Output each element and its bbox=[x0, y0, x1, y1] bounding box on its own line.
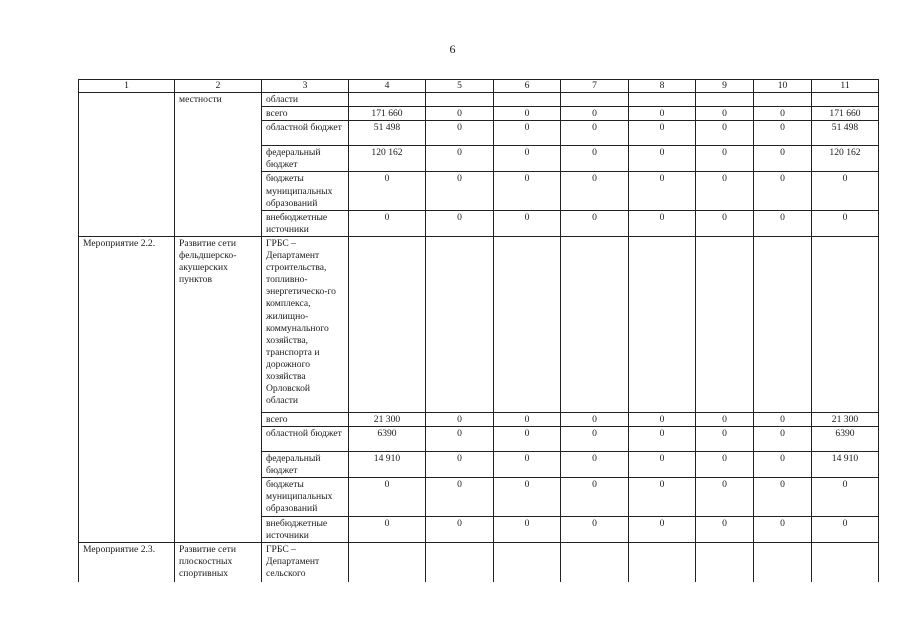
value-cell: 0 bbox=[561, 478, 629, 516]
value-cell: 0 bbox=[426, 172, 494, 210]
value-cell: 0 bbox=[349, 516, 426, 542]
funding-source-cell: федеральный бюджет bbox=[262, 452, 349, 478]
value-cell: 0 bbox=[426, 427, 494, 452]
value-cell: 0 bbox=[629, 121, 696, 146]
value-cell: 0 bbox=[754, 121, 812, 146]
value-cell: 0 bbox=[494, 172, 561, 210]
value-cell: 0 bbox=[696, 210, 754, 236]
value-cell: 6390 bbox=[349, 427, 426, 452]
value-cell: 0 bbox=[812, 210, 879, 236]
table-row bbox=[79, 93, 879, 107]
value-cell: 0 bbox=[494, 478, 561, 516]
value-cell: 0 bbox=[812, 478, 879, 516]
value-cell: 0 bbox=[696, 121, 754, 146]
value-cell: 0 bbox=[696, 172, 754, 210]
value-cell bbox=[349, 542, 426, 582]
value-cell: 0 bbox=[696, 516, 754, 542]
value-cell: 0 bbox=[561, 172, 629, 210]
event-name-cell: Развитие сети плоскостных спортивных bbox=[175, 542, 262, 582]
value-cell: 171 660 bbox=[812, 107, 879, 121]
value-cell bbox=[349, 93, 426, 107]
value-cell bbox=[754, 542, 812, 582]
value-cell: 0 bbox=[494, 121, 561, 146]
value-cell: 51 498 bbox=[349, 121, 426, 146]
value-cell: 51 498 bbox=[812, 121, 879, 146]
value-cell: 0 bbox=[629, 478, 696, 516]
value-cell: 0 bbox=[696, 107, 754, 121]
value-cell: 0 bbox=[754, 478, 812, 516]
funding-source-cell: областной бюджет bbox=[262, 121, 349, 146]
header-row bbox=[79, 80, 879, 93]
value-cell: 0 bbox=[494, 427, 561, 452]
value-cell bbox=[754, 236, 812, 412]
event-name-cell: местности bbox=[175, 93, 262, 237]
value-cell bbox=[812, 93, 879, 107]
value-cell: 120 162 bbox=[349, 146, 426, 172]
value-cell bbox=[426, 236, 494, 412]
funding-source-cell: ГРБС – Департамент сельского bbox=[262, 542, 349, 582]
value-cell: 0 bbox=[754, 412, 812, 426]
funding-source-cell: внебюджетные источники bbox=[262, 210, 349, 236]
event-cell: Мероприятие 2.3. bbox=[79, 542, 175, 582]
value-cell: 0 bbox=[561, 121, 629, 146]
value-cell bbox=[812, 542, 879, 582]
value-cell: 0 bbox=[754, 107, 812, 121]
value-cell: 0 bbox=[494, 516, 561, 542]
value-cell: 0 bbox=[426, 121, 494, 146]
funding-source-cell: бюджеты муниципальных образований bbox=[262, 172, 349, 210]
value-cell bbox=[629, 93, 696, 107]
value-cell bbox=[494, 93, 561, 107]
value-cell bbox=[561, 93, 629, 107]
value-cell bbox=[349, 236, 426, 412]
funding-source-cell: всего bbox=[262, 107, 349, 121]
value-cell: 171 660 bbox=[349, 107, 426, 121]
value-cell: 0 bbox=[812, 516, 879, 542]
value-cell bbox=[426, 93, 494, 107]
value-cell bbox=[696, 236, 754, 412]
value-cell: 0 bbox=[696, 452, 754, 478]
value-cell: 0 bbox=[349, 172, 426, 210]
column-header: 5 bbox=[426, 80, 494, 93]
value-cell: 0 bbox=[629, 452, 696, 478]
value-cell: 0 bbox=[426, 146, 494, 172]
value-cell: 120 162 bbox=[812, 146, 879, 172]
value-cell: 0 bbox=[561, 516, 629, 542]
column-header: 3 bbox=[262, 80, 349, 93]
column-header: 2 bbox=[175, 80, 262, 93]
event-name-cell: Развитие сети фельдшерско-акушерских пунктов bbox=[175, 236, 262, 542]
value-cell: 0 bbox=[426, 210, 494, 236]
table-row bbox=[79, 542, 879, 582]
value-cell: 0 bbox=[426, 516, 494, 542]
value-cell: 0 bbox=[426, 412, 494, 426]
value-cell: 0 bbox=[754, 172, 812, 210]
value-cell bbox=[629, 542, 696, 582]
page-number: 6 bbox=[449, 42, 456, 56]
value-cell bbox=[754, 93, 812, 107]
value-cell bbox=[696, 542, 754, 582]
value-cell: 6390 bbox=[812, 427, 879, 452]
funding-source-cell: областной бюджет bbox=[262, 427, 349, 452]
funding-source-cell: бюджеты муниципальных образований bbox=[262, 478, 349, 516]
table-body bbox=[79, 80, 879, 583]
value-cell: 0 bbox=[754, 516, 812, 542]
value-cell: 14 910 bbox=[349, 452, 426, 478]
event-cell bbox=[79, 93, 175, 237]
event-cell: Мероприятие 2.2. bbox=[79, 236, 175, 542]
value-cell: 0 bbox=[561, 210, 629, 236]
value-cell: 0 bbox=[629, 107, 696, 121]
value-cell: 0 bbox=[754, 210, 812, 236]
budget-table bbox=[78, 79, 879, 582]
value-cell: 0 bbox=[494, 452, 561, 478]
value-cell: 0 bbox=[696, 146, 754, 172]
value-cell bbox=[494, 236, 561, 412]
value-cell bbox=[561, 236, 629, 412]
value-cell: 0 bbox=[629, 210, 696, 236]
column-header: 6 bbox=[494, 80, 561, 93]
value-cell: 0 bbox=[561, 412, 629, 426]
value-cell: 0 bbox=[812, 172, 879, 210]
column-header: 8 bbox=[629, 80, 696, 93]
value-cell bbox=[494, 542, 561, 582]
value-cell: 0 bbox=[629, 172, 696, 210]
value-cell: 0 bbox=[426, 107, 494, 121]
column-header: 9 bbox=[696, 80, 754, 93]
column-header: 1 bbox=[79, 80, 175, 93]
funding-source-cell: внебюджетные источники bbox=[262, 516, 349, 542]
value-cell: 0 bbox=[696, 412, 754, 426]
value-cell: 0 bbox=[629, 146, 696, 172]
value-cell: 21 300 bbox=[812, 412, 879, 426]
value-cell: 0 bbox=[696, 478, 754, 516]
value-cell: 21 300 bbox=[349, 412, 426, 426]
value-cell: 0 bbox=[696, 427, 754, 452]
column-header: 4 bbox=[349, 80, 426, 93]
column-header: 7 bbox=[561, 80, 629, 93]
value-cell: 0 bbox=[754, 452, 812, 478]
value-cell: 0 bbox=[494, 107, 561, 121]
value-cell: 0 bbox=[426, 452, 494, 478]
value-cell bbox=[426, 542, 494, 582]
value-cell: 0 bbox=[629, 412, 696, 426]
value-cell: 0 bbox=[426, 478, 494, 516]
value-cell: 0 bbox=[629, 427, 696, 452]
value-cell: 0 bbox=[494, 210, 561, 236]
value-cell: 0 bbox=[561, 427, 629, 452]
value-cell bbox=[561, 542, 629, 582]
value-cell: 0 bbox=[754, 146, 812, 172]
value-cell: 0 bbox=[494, 412, 561, 426]
funding-source-cell: ГРБС – Департамент строительства, топливно-энергетическо-го комплекса, жилищно-коммунального хозяйства, транспорта и дорожного хозяйства Орловской области bbox=[262, 236, 349, 412]
column-header: 11 bbox=[812, 80, 879, 93]
value-cell: 0 bbox=[494, 146, 561, 172]
value-cell: 0 bbox=[561, 146, 629, 172]
column-header: 10 bbox=[754, 80, 812, 93]
table-row bbox=[79, 236, 879, 412]
value-cell bbox=[696, 93, 754, 107]
value-cell: 0 bbox=[349, 478, 426, 516]
value-cell bbox=[629, 236, 696, 412]
value-cell: 0 bbox=[754, 427, 812, 452]
value-cell: 0 bbox=[629, 516, 696, 542]
value-cell: 14 910 bbox=[812, 452, 879, 478]
funding-source-cell: федеральный бюджет bbox=[262, 146, 349, 172]
funding-source-cell: области bbox=[262, 93, 349, 107]
value-cell: 0 bbox=[349, 210, 426, 236]
value-cell bbox=[812, 236, 879, 412]
value-cell: 0 bbox=[561, 107, 629, 121]
funding-source-cell: всего bbox=[262, 412, 349, 426]
value-cell: 0 bbox=[561, 452, 629, 478]
